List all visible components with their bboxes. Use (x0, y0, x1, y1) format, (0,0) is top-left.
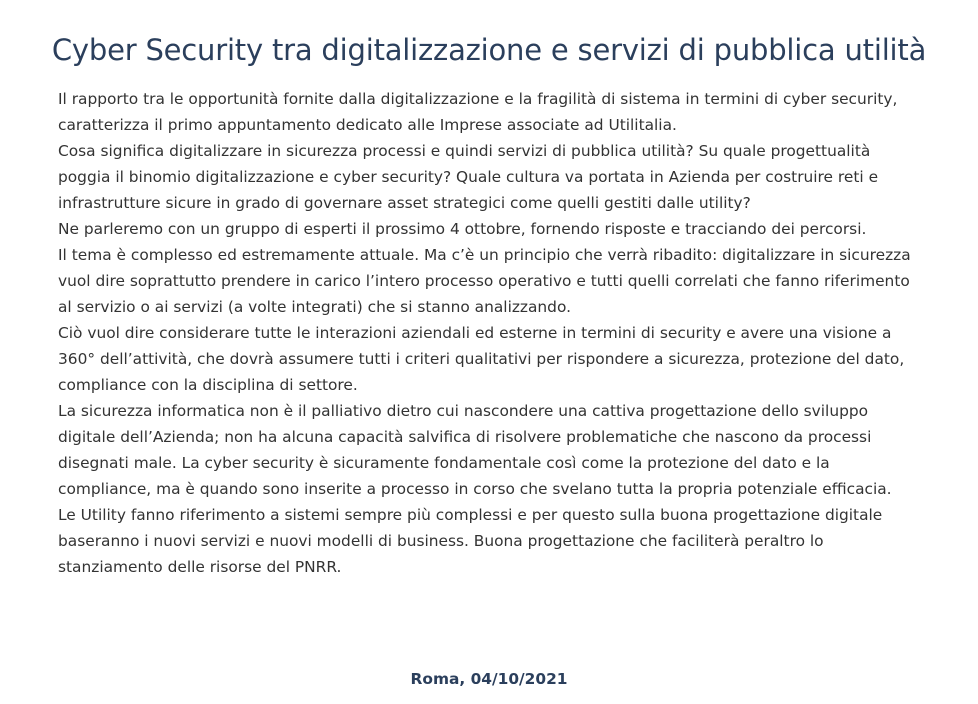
paragraph-principle: Il tema è complesso ed estremamente attuale. Ma c’è un principio che verrà ribadito: digitalizzare in sicurezza vuol dire soprattutto prendere in carico l’intero processo operativo e tutti quelli correlati che fanno riferimento al servizio o ai servizi (a volte integrati) che si stanno analizzando. (58, 246, 911, 316)
paragraph-interactions: Ciò vuol dire considerare tutte le interazioni aziendali ed esterne in termini di security e avere una visione a 360° dell’attività, che dovrà assumere tutti i criteri qualitativi per rispondere a sicurezza, protezione del dato, compliance con la disciplina di settore. (58, 324, 905, 394)
paragraph-questions: Cosa significa digitalizzare in sicurezza processi e quindi servizi di pubblica utilità? Su quale progettualità poggia il binomio digitalizzazione e cyber security? Quale cultura va portata in Azienda per costruire reti e infrastrutture sicure in grado di governare asset strategici come quelli gestiti dalle utility? (58, 142, 879, 212)
paragraph-security: La sicurezza informatica non è il palliativo dietro cui nascondere una cattiva progettazione dello sviluppo digitale dell’Azienda; non ha alcuna capacità salvifica di risolvere problematiche che nascono da processi disegnati male. La cyber security è sicuramente fondamentale così come la protezione del dato e la compliance, ma è quando sono inserite a processo in corso che svelano tutta la propria potenziale efficacia. (58, 402, 892, 498)
article-body (58, 86, 920, 580)
paragraph-utility: Le Utility fanno riferimento a sistemi sempre più complessi e per questo sulla buona progettazione digitale baseranno i nuovi servizi e nuovi modelli di business. Buona progettazione che faciliterà peraltro lo stanziamento delle risorse del PNRR. (58, 506, 883, 576)
paragraph-event: Ne parleremo con un gruppo di esperti il prossimo 4 ottobre, fornendo risposte e tracciando dei percorsi. (58, 220, 867, 238)
article-date-location: Roma, 04/10/2021 (410, 670, 568, 688)
article-title: Cyber Security tra digitalizzazione e servizi di pubblica utilità (51, 33, 927, 67)
paragraph-intro: Il rapporto tra le opportunità fornite dalla digitalizzazione e la fragilità di sistema in termini di cyber security, caratterizza il primo appuntamento dedicato alle Imprese associate ad Utilitalia. (58, 90, 898, 134)
